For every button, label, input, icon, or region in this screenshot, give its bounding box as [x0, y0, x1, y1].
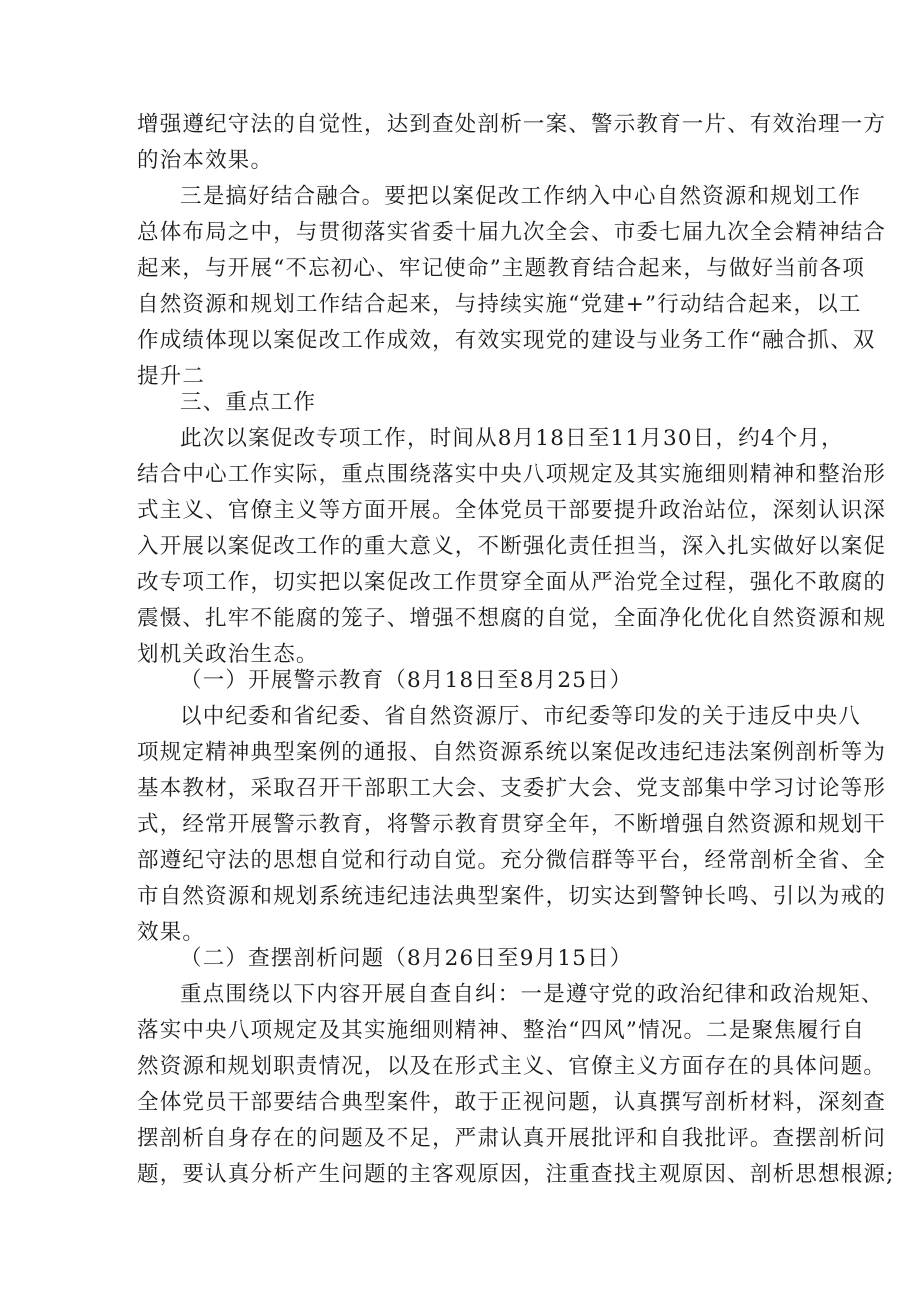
text-line: 市自然资源和规划系统违纪违法典型案件，切实达到警钟长鸣、引以为戒的 [137, 884, 887, 909]
text-line: 改专项工作，切实把以案促改工作贯穿全面从严治党全过程，强化不敢腐的 [137, 570, 887, 595]
section-heading: 三、重点工作 [180, 390, 317, 415]
text-line: 总体布局之中，与贯彻落实省委十届九次全会、市委七届九次全会精神结合 [137, 220, 887, 245]
text-line: 效果。 [137, 920, 206, 945]
text-line: 部遵纪守法的思想自觉和行动自觉。充分微信群等平台，经常剖析全省、全 [137, 848, 887, 873]
text-line: 提升二 [137, 364, 206, 389]
text-line: 以中纪委和省纪委、省自然资源厅、市纪委等印发的关于违反中央八 [180, 704, 862, 729]
text-line: 起来，与开展“不忘初心、牢记使命”主题教育结合起来，与做好当前各项 [137, 256, 866, 281]
text-line: 结合中心工作实际，重点围绕落实中央八项规定及其实施细则精神和整治形 [137, 462, 887, 487]
text-line: 全体党员干部要结合典型案件，敢于正视问题，认真撰写剖析材料，深刻查 [137, 1090, 887, 1115]
text-line: 摆剖析自身存在的问题及不足，严肃认真开展批评和自我批评。查摆剖析问 [137, 1126, 887, 1151]
text-line: 题，要认真分析产生问题的主客观原因，注重查找主观原因、剖析思想根源; [137, 1162, 895, 1187]
text-line: 此次以案促改专项工作，时间从8月18日至11月30日，约4个月， [180, 426, 844, 451]
text-line: 式主义、官僚主义等方面开展。全体党员干部要提升政治站位，深刻认识深 [137, 498, 887, 523]
text-line: 基本教材，采取召开干部职工大会、支委扩大会、党支部集中学习讨论等形 [137, 776, 887, 801]
text-line: 重点围绕以下内容开展自查自纠：一是遵守党的政治纪律和政治规矩、 [180, 982, 884, 1007]
text-line: 震慑、扎牢不能腐的笼子、增强不想腐的自觉，全面净化优化自然资源和规 [137, 606, 887, 631]
text-line: 落实中央八项规定及其实施细则精神、整治“四风”情况。二是聚焦履行自 [137, 1018, 866, 1043]
text-line: 划机关政治生态。 [137, 642, 319, 667]
subsection-heading: （二）查摆剖析问题（8月26日至9月15日） [180, 946, 633, 971]
subsection-heading: （一）开展警示教育（8月18日至8月25日） [180, 668, 633, 693]
text-line: 的治本效果。 [137, 148, 274, 173]
text-line: 三是搞好结合融合。要把以案促改工作纳入中心自然资源和规划工作 [180, 184, 862, 209]
text-line: 自然资源和规划工作结合起来，与持续实施“党建+”行动结合起来，以工 [137, 292, 862, 317]
text-line: 项规定精神典型案例的通报、自然资源系统以案促改违纪违法案例剖析等为 [137, 740, 887, 765]
text-line: 作成绩体现以案促改工作成效，有效实现党的建设与业务工作“融合抓、双 [137, 328, 876, 353]
text-line: 增强遵纪守法的自觉性，达到查处剖析一案、警示教育一片、有效治理一方 [137, 112, 887, 137]
text-line: 入开展以案促改工作的重大意义，不断强化责任担当，深入扎实做好以案促 [137, 534, 887, 559]
text-line: 式，经常开展警示教育，将警示教育贯穿全年，不断增强自然资源和规划干 [137, 812, 887, 837]
text-line: 然资源和规划职责情况，以及在形式主义、官僚主义方面存在的具体问题。 [137, 1054, 887, 1079]
